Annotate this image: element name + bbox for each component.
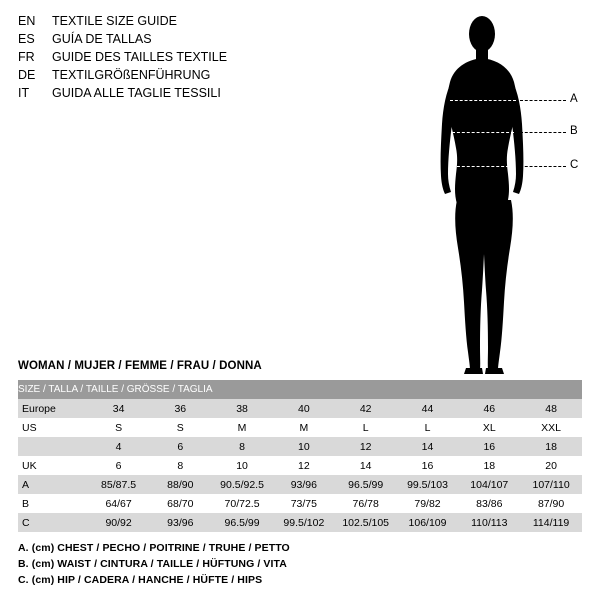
cell: 14 — [397, 437, 459, 456]
footnote-b: B. (cm) WAIST / CINTURA / TAILLE / HÜFTUNG / VITA — [18, 558, 287, 570]
cell: L — [335, 418, 397, 437]
cell: 83/86 — [458, 494, 520, 513]
cell: 18 — [520, 437, 582, 456]
cell: 85/87.5 — [88, 475, 150, 494]
cell: 88/90 — [149, 475, 211, 494]
cell: 73/75 — [273, 494, 335, 513]
cell: 8 — [149, 456, 211, 475]
cell: 64/67 — [88, 494, 150, 513]
measure-line-a-outer — [520, 100, 566, 101]
cell: 12 — [273, 456, 335, 475]
row-label: UK — [18, 456, 88, 475]
cell: 110/113 — [458, 513, 520, 532]
table-header-row — [18, 380, 582, 399]
language-code: ES — [18, 32, 35, 46]
cell: 90/92 — [88, 513, 150, 532]
row-label: Europe — [18, 399, 88, 418]
measure-label-b: B — [570, 125, 578, 137]
cell: 38 — [211, 399, 273, 418]
cell: 48 — [520, 399, 582, 418]
cell: 18 — [458, 456, 520, 475]
cell: 70/72.5 — [211, 494, 273, 513]
table-row — [18, 513, 582, 532]
cell: 68/70 — [149, 494, 211, 513]
measure-line-a-inner — [450, 100, 516, 101]
language-title: GUIDA ALLE TAGLIE TESSILI — [52, 86, 221, 100]
cell: 42 — [335, 399, 397, 418]
cell: 6 — [149, 437, 211, 456]
table-row — [18, 475, 582, 494]
size-table — [18, 380, 582, 532]
table-row — [18, 456, 582, 475]
cell: 106/109 — [397, 513, 459, 532]
cell: 36 — [149, 399, 211, 418]
female-body-silhouette-icon — [400, 8, 600, 378]
measure-line-c-inner — [452, 166, 514, 167]
measure-label-c: C — [570, 159, 579, 171]
cell: 34 — [88, 399, 150, 418]
cell: 87/90 — [520, 494, 582, 513]
cell: 99.5/102 — [273, 513, 335, 532]
language-code: EN — [18, 14, 36, 28]
cell: 10 — [273, 437, 335, 456]
measure-line-c-outer — [520, 166, 566, 167]
cell: 79/82 — [397, 494, 459, 513]
cell: 104/107 — [458, 475, 520, 494]
cell: 16 — [397, 456, 459, 475]
cell: 96.5/99 — [335, 475, 397, 494]
row-label — [18, 437, 88, 456]
cell: 12 — [335, 437, 397, 456]
language-title: TEXTILE SIZE GUIDE — [52, 14, 178, 28]
cell: M — [211, 418, 273, 437]
row-label: US — [18, 418, 88, 437]
measure-line-b-inner — [452, 132, 514, 133]
cell: 96.5/99 — [211, 513, 273, 532]
language-code: DE — [18, 68, 36, 82]
cell: S — [88, 418, 150, 437]
table-row — [18, 399, 582, 418]
cell: 90.5/92.5 — [211, 475, 273, 494]
language-row — [18, 32, 348, 47]
cell: 93/96 — [273, 475, 335, 494]
row-label: A — [18, 475, 88, 494]
table-header-label: SIZE / TALLA / TAILLE / GRÖSSE / TAGLIA — [18, 380, 582, 399]
footnotes — [18, 542, 578, 590]
table-caption: WOMAN / MUJER / FEMME / FRAU / DONNA — [18, 360, 262, 372]
language-title-block — [18, 14, 348, 104]
language-code: IT — [18, 86, 30, 100]
measure-line-b-outer — [520, 132, 566, 133]
language-title: GUIDE DES TAILLES TEXTILE — [52, 50, 228, 64]
cell: 46 — [458, 399, 520, 418]
cell: 10 — [211, 456, 273, 475]
cell: 14 — [335, 456, 397, 475]
table-row — [18, 494, 582, 513]
language-row — [18, 14, 348, 29]
cell: 99.5/103 — [397, 475, 459, 494]
cell: 102.5/105 — [335, 513, 397, 532]
cell: 16 — [458, 437, 520, 456]
body-figure-area — [400, 8, 600, 378]
cell: 93/96 — [149, 513, 211, 532]
cell: 76/78 — [335, 494, 397, 513]
table-row — [18, 418, 582, 437]
row-label: C — [18, 513, 88, 532]
language-row — [18, 68, 348, 83]
cell: 8 — [211, 437, 273, 456]
cell: 114/119 — [520, 513, 582, 532]
cell: 20 — [520, 456, 582, 475]
cell: L — [397, 418, 459, 437]
cell: XXL — [520, 418, 582, 437]
cell: 107/110 — [520, 475, 582, 494]
language-title: TEXTILGRÖßENFÜHRUNG — [52, 68, 211, 82]
cell: 40 — [273, 399, 335, 418]
cell: M — [273, 418, 335, 437]
measure-label-a: A — [570, 93, 578, 105]
language-title: GUÍA DE TALLAS — [52, 32, 152, 46]
language-code: FR — [18, 50, 35, 64]
footnote-a: A. (cm) CHEST / PECHO / POITRINE / TRUHE / PETTO — [18, 542, 290, 554]
cell: 6 — [88, 456, 150, 475]
row-label: B — [18, 494, 88, 513]
cell: 4 — [88, 437, 150, 456]
cell: 44 — [397, 399, 459, 418]
footnote-c: C. (cm) HIP / CADERA / HANCHE / HÜFTE / HIPS — [18, 574, 263, 586]
cell: S — [149, 418, 211, 437]
language-row — [18, 86, 348, 101]
cell: XL — [458, 418, 520, 437]
table-row — [18, 437, 582, 456]
language-row — [18, 50, 348, 65]
